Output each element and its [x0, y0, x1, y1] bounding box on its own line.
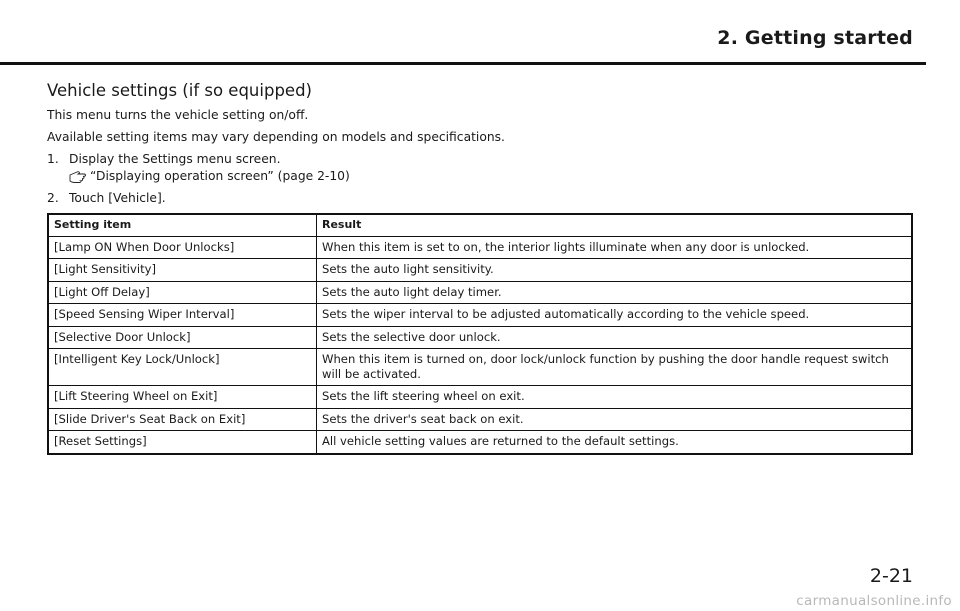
availability-paragraph: Available setting items may vary depending on models and specifications.: [47, 130, 505, 144]
vehicle-settings-table: [47, 213, 913, 455]
setting-item-cell: [Speed Sensing Wiper Interval]: [48, 304, 317, 326]
result-cell: Sets the selective door unlock.: [317, 326, 913, 348]
result-cell: Sets the auto light delay timer.: [317, 281, 913, 303]
reference-text: “Displaying operation screen” (page 2-10): [90, 169, 350, 183]
result-cell: All vehicle setting values are returned to the default settings.: [317, 431, 913, 454]
step-1: [47, 152, 913, 166]
step-text: Touch [Vehicle].: [69, 191, 166, 205]
setting-item-cell: [Lift Steering Wheel on Exit]: [48, 386, 317, 408]
setting-item-cell: [Slide Driver's Seat Back on Exit]: [48, 408, 317, 430]
reference-link[interactable]: [69, 169, 913, 183]
chapter-title: 2. Getting started: [717, 27, 913, 49]
result-cell: Sets the lift steering wheel on exit.: [317, 386, 913, 408]
result-cell: When this item is turned on, door lock/unlock function by pushing the door handle request switch will be activated.: [317, 349, 913, 386]
table-row: [48, 304, 912, 326]
section-title: Vehicle settings (if so equipped): [47, 81, 312, 100]
table-header-row: [48, 214, 912, 236]
result-cell: Sets the auto light sensitivity.: [317, 259, 913, 281]
table-row: [48, 386, 912, 408]
watermark: carmanualsonline.info: [796, 593, 952, 609]
step-number: 1.: [47, 152, 59, 166]
table-row: [48, 408, 912, 430]
setting-item-cell: [Light Sensitivity]: [48, 259, 317, 281]
setting-item-cell: [Selective Door Unlock]: [48, 326, 317, 348]
step-2: [47, 191, 913, 205]
page-content: [47, 81, 913, 455]
setting-item-cell: [Reset Settings]: [48, 431, 317, 454]
step-text: Display the Settings menu screen.: [69, 152, 281, 166]
column-header-setting-item: Setting item: [48, 214, 317, 236]
table-row: [48, 431, 912, 454]
intro-paragraph: This menu turns the vehicle setting on/off.: [47, 108, 309, 122]
step-number: 2.: [47, 191, 59, 205]
result-cell: When this item is set to on, the interior lights illuminate when any door is unlocked.: [317, 236, 913, 258]
page-number: 2-21: [869, 565, 913, 587]
table-row: [48, 326, 912, 348]
table-row: [48, 259, 912, 281]
setting-item-cell: [Light Off Delay]: [48, 281, 317, 303]
setting-item-cell: [Lamp ON When Door Unlocks]: [48, 236, 317, 258]
table-row: [48, 281, 912, 303]
result-cell: Sets the driver's seat back on exit.: [317, 408, 913, 430]
table-row: [48, 236, 912, 258]
column-header-result: Result: [317, 214, 913, 236]
result-cell: Sets the wiper interval to be adjusted automatically according to the vehicle speed.: [317, 304, 913, 326]
table-row: [48, 349, 912, 386]
header-rule: [0, 62, 926, 65]
setting-item-cell: [Intelligent Key Lock/Unlock]: [48, 349, 317, 386]
reference-hand-icon: [69, 169, 87, 183]
